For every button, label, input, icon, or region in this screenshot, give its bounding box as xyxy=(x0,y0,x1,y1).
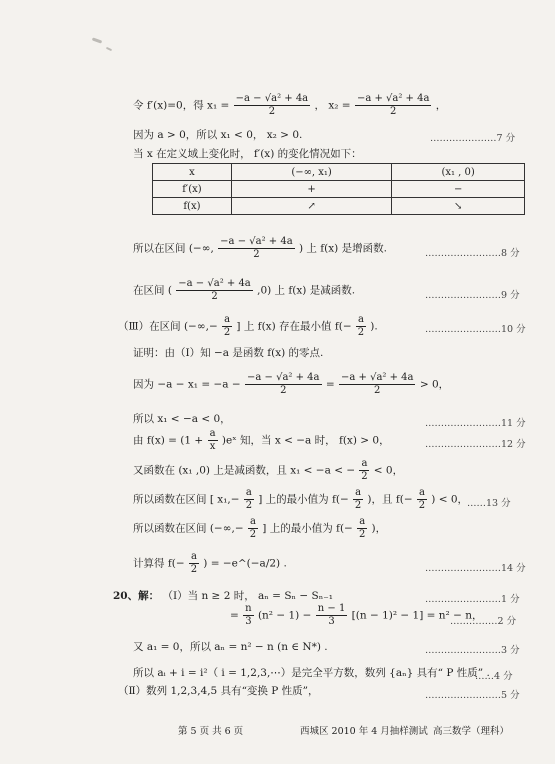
fraction xyxy=(417,487,427,512)
denominator: 2 xyxy=(268,106,276,117)
table-cell: x xyxy=(153,164,232,181)
line-from-fx xyxy=(133,428,390,453)
score-10: ……………………10 分 xyxy=(425,324,526,335)
table-cell: ↘ xyxy=(392,198,525,215)
text: ， x₂ = xyxy=(314,99,351,112)
text: ) < 0， xyxy=(431,493,469,506)
fraction xyxy=(218,236,294,261)
fraction-x1 xyxy=(234,93,310,118)
text: ,0) 上 f(x) 是减函数. xyxy=(257,284,356,297)
line-because xyxy=(133,372,449,397)
text: 所以函数在区间 (−∞,− xyxy=(133,522,244,535)
text: 由 f(x) = (1 + xyxy=(133,434,204,447)
score-5: ……………………5 分 xyxy=(425,690,520,701)
line-increasing-interval xyxy=(133,236,387,261)
table-row xyxy=(153,198,525,215)
table-row xyxy=(153,181,525,198)
line-min-on-x1 xyxy=(133,487,468,512)
denominator: 2 xyxy=(374,385,381,396)
denominator: 2 xyxy=(358,529,366,540)
table-cell: f(x) xyxy=(153,198,232,215)
denominator: 2 xyxy=(223,327,231,338)
footer-exam-name: 西城区 2010 年 4 月抽样测试 xyxy=(300,726,428,737)
footer-subject: 高三数学（理科） xyxy=(433,726,510,737)
fraction xyxy=(339,372,415,397)
numerator: a xyxy=(418,487,425,498)
fraction xyxy=(222,314,232,339)
text: ) 上 f(x) 是增函数. xyxy=(299,242,387,255)
text: 所以函数在区间 [ x₁,− xyxy=(133,493,240,506)
text: ) = −e^(−a/2) . xyxy=(203,557,287,570)
score-1: ……………………1 分 xyxy=(425,594,520,605)
fraction xyxy=(316,603,348,628)
numerator: −a − √a² + 4a xyxy=(235,93,309,104)
line-a1: 又 a₁ = 0，所以 aₙ = n² − n (n ∈ N*) . xyxy=(133,641,328,653)
text: 所以在区间 (−∞, xyxy=(133,242,214,255)
table-row xyxy=(153,164,525,181)
text: )，且 f(− xyxy=(367,493,413,506)
denominator: x xyxy=(209,441,216,452)
footer-page-number: 第 5 页 共 6 页 xyxy=(178,726,244,737)
numerator: a xyxy=(355,487,362,498)
fraction xyxy=(176,278,252,303)
numerator: n xyxy=(245,603,252,614)
line-an-formula xyxy=(230,603,483,628)
text: （Ⅲ）在区间 (−∞,− xyxy=(118,320,218,333)
numerator: a xyxy=(359,516,366,527)
line-derivative-zero xyxy=(133,93,446,118)
table-cell: f′(x) xyxy=(153,181,232,198)
text: （Ⅰ）当 n ≥ 2 时， aₙ = Sₙ − Sₙ₋₁ xyxy=(162,590,334,602)
score-7: …………………7 分 xyxy=(430,133,516,144)
text: [(n − 1)² − 1] = n² − n， xyxy=(351,609,483,622)
denominator: 2 xyxy=(211,291,218,302)
denominator: 2 xyxy=(249,529,257,540)
score-2: ……………2 分 xyxy=(450,616,517,627)
score-3: ……………………3 分 xyxy=(425,645,520,656)
table-cell: + xyxy=(231,181,391,198)
text: ] 上的最小值为 f(− xyxy=(258,493,349,506)
text: 令 f′(x)=0，得 x₁ = xyxy=(133,99,230,112)
text: ). xyxy=(370,320,378,333)
text: 因为 −a − x₁ = −a − xyxy=(133,378,241,391)
numerator: −a − √a² + 4a xyxy=(178,278,251,289)
table-cell: (−∞, x₁) xyxy=(231,164,391,181)
numerator: a xyxy=(209,428,216,439)
score-8: ……………………8 分 xyxy=(425,248,520,259)
score-4: ……4 分 xyxy=(475,671,513,682)
denominator: 2 xyxy=(354,500,362,511)
fraction xyxy=(189,551,199,576)
score-14: ……………………14 分 xyxy=(425,563,526,574)
text: (n² − 1) − xyxy=(257,609,312,622)
fraction xyxy=(248,516,258,541)
fraction xyxy=(356,314,366,339)
numerator: −a − √a² + 4a xyxy=(220,236,293,247)
line-proof-start: 证明：由（Ⅰ）知 −a 是函数 f(x) 的零点. xyxy=(133,347,324,359)
line-part-three xyxy=(118,314,378,339)
score-9: ……………………9 分 xyxy=(425,290,520,301)
line-problem-20 xyxy=(113,589,333,603)
text: ] 上的最小值为 f(− xyxy=(262,522,353,535)
line-decreasing-on-x1-0 xyxy=(133,458,403,483)
text: )， xyxy=(371,522,387,535)
numerator: n − 1 xyxy=(317,603,346,614)
fraction xyxy=(359,458,369,483)
line-compute-result xyxy=(133,551,287,576)
denominator: 2 xyxy=(280,385,287,396)
line-since-a-positive: 因为 a > 0，所以 x₁ < 0， x₂ > 0. xyxy=(133,129,303,141)
table-cell: (x₁ , 0) xyxy=(392,164,525,181)
denominator: 2 xyxy=(418,500,426,511)
line-variation-intro: 当 x 在定义域上变化时， f′(x) 的变化情况如下： xyxy=(133,148,362,160)
scan-smudge xyxy=(106,47,112,51)
text: 又函数在 (x₁ ,0) 上是减函数，且 x₁ < −a < − xyxy=(133,464,356,477)
score-12: ……………………12 分 xyxy=(425,439,526,450)
text: < 0， xyxy=(373,464,404,477)
text: > 0， xyxy=(419,378,450,391)
text: )eˣ 知，当 x < −a 时， f(x) > 0， xyxy=(221,434,390,447)
text: ， xyxy=(435,99,447,112)
numerator: −a − √a² + 4a xyxy=(247,372,320,383)
line-perfect-square: 所以 aᵢ + i = i²（ i = 1,2,3,⋯）是完全平方数，数列 {aₙ} 具有“ P 性质” . xyxy=(133,667,490,679)
text: 在区间 ( xyxy=(133,284,172,297)
denominator: 2 xyxy=(190,564,198,575)
numerator: a xyxy=(249,516,256,527)
score-13: ……13 分 xyxy=(467,498,511,509)
numerator: −a + √a² + 4a xyxy=(341,372,414,383)
variation-table xyxy=(152,163,525,215)
denominator: 2 xyxy=(245,500,253,511)
denominator: 2 xyxy=(253,249,260,260)
text: = xyxy=(325,378,335,391)
denominator: 3 xyxy=(328,616,335,627)
problem-label: 20、解： xyxy=(113,590,160,602)
denominator: 2 xyxy=(389,106,397,117)
line-part-two: （Ⅱ）数列 1,2,3,4,5 具有“变换 P 性质”， xyxy=(118,685,319,697)
denominator: 2 xyxy=(361,471,368,482)
fraction xyxy=(243,603,253,628)
fraction xyxy=(208,428,218,453)
scan-smudge xyxy=(92,37,102,43)
numerator: −a + √a² + 4a xyxy=(356,93,430,104)
numerator: a xyxy=(224,314,231,325)
fraction xyxy=(244,487,254,512)
fraction xyxy=(357,516,367,541)
score-11: ……………………11 分 xyxy=(425,418,526,429)
table-cell: − xyxy=(392,181,525,198)
text: ] 上 f(x) 存在最小值 f(− xyxy=(236,320,352,333)
numerator: a xyxy=(245,487,252,498)
fraction xyxy=(245,372,321,397)
numerator: a xyxy=(357,314,364,325)
line-decreasing-interval xyxy=(133,278,355,303)
denominator: 3 xyxy=(245,616,252,627)
fraction-x2 xyxy=(355,93,431,118)
text: 计算得 f(− xyxy=(133,557,185,570)
fraction xyxy=(353,487,363,512)
numerator: a xyxy=(361,458,368,469)
line-min-on-neg-inf xyxy=(133,516,386,541)
table-cell: ↗ xyxy=(231,198,391,215)
numerator: a xyxy=(190,551,197,562)
text: = xyxy=(230,609,239,622)
line-so-x1: 所以 x₁ < −a < 0， xyxy=(133,413,231,425)
denominator: 2 xyxy=(357,327,365,338)
